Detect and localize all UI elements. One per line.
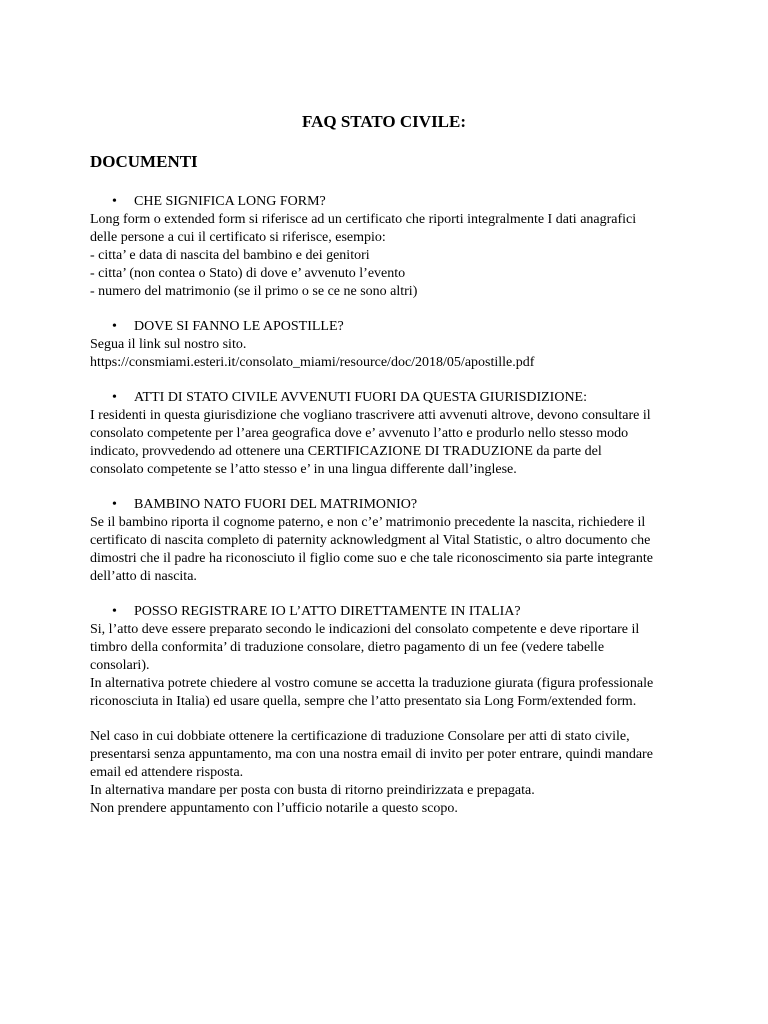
faq-answer-line: - numero del matrimonio (se il primo o se ce ne sono altri) (90, 284, 418, 299)
bullet-icon: • (112, 194, 117, 209)
faq-answer-line: delle persone a cui il certificato si riferisce, esempio: (90, 230, 386, 245)
faq-answer-line: consolato competente se l’atto stesso e’ in una lingua differente dall’inglese. (90, 462, 517, 477)
bullet-icon: • (112, 319, 117, 334)
faq-question-text: DOVE SI FANNO LE APOSTILLE? (134, 319, 344, 334)
faq-answer-line: riconosciuta in Italia) ed usare quella, sempre che l’atto presentato sia Long Form/extended form. (90, 694, 637, 709)
faq-question (90, 193, 680, 211)
faq-answer-line: - citta’ (non contea o Stato) di dove e’ avvenuto l’evento (90, 266, 406, 281)
faq-question (90, 389, 680, 407)
faq-item-apostille (90, 318, 680, 372)
section-heading: DOCUMENTI (90, 152, 198, 171)
faq-answer-line: Si, l’atto deve essere preparato secondo le indicazioni del consolato competente e deve riportare il (90, 622, 640, 637)
faq-answer-line: Se il bambino riporta il cognome paterno, e non c’e’ matrimonio precedente la nascita, richiedere il (90, 515, 646, 530)
closing-line: Nel caso in cui dobbiate ottenere la certificazione di traduzione Consolare per atti di stato civile, (90, 729, 630, 744)
closing-notes (90, 728, 680, 818)
faq-item-atti-fuori (90, 389, 680, 479)
faq-answer-line: certificato di nascita completo di paternity acknowledgment al Vital Statistic, o altro documento che (90, 533, 651, 548)
faq-question-text: POSSO REGISTRARE IO L’ATTO DIRETTAMENTE IN ITALIA? (134, 604, 521, 619)
apostille-link[interactable]: https://consmiami.esteri.it/consolato_miami/resource/doc/2018/05/apostille.pdf (90, 355, 535, 370)
faq-item-registrare (90, 603, 680, 711)
faq-answer-line: consolari). (90, 658, 150, 673)
faq-question (90, 603, 680, 621)
faq-answer-line: dimostri che il padre ha riconosciuto il figlio come suo e che tale riconoscimento sia parte integrante (90, 551, 653, 566)
faq-answer-line: timbro della conformita’ di traduzione consolare, dietro pagamento di un fee (vedere tabelle (90, 640, 605, 655)
faq-question (90, 496, 680, 514)
closing-line: presentarsi senza appuntamento, ma con una nostra email di invito per poter entrare, quindi mandare (90, 747, 653, 762)
faq-question-text: CHE SIGNIFICA LONG FORM? (134, 194, 326, 209)
faq-answer-line: indicato, provvedendo ad ottenere una CERTIFICAZIONE DI TRADUZIONE da parte del (90, 444, 602, 459)
bullet-icon: • (112, 390, 117, 405)
closing-line: In alternativa mandare per posta con busta di ritorno preindirizzata e prepagata. (90, 783, 535, 798)
faq-answer-line: - citta’ e data di nascita del bambino e dei genitori (90, 248, 370, 263)
closing-line: email ed attendere risposta. (90, 765, 244, 780)
bullet-icon: • (112, 497, 117, 512)
faq-question-text: BAMBINO NATO FUORI DEL MATRIMONIO? (134, 497, 418, 512)
closing-line: Non prendere appuntamento con l’ufficio notarile a questo scopo. (90, 801, 458, 816)
document-body (90, 193, 680, 835)
faq-answer-line: I residenti in questa giurisdizione che vogliano trascrivere atti avvenuti altrove, devono consultare il (90, 408, 651, 423)
faq-answer-line: Segua il link sul nostro sito. (90, 337, 247, 352)
faq-answer-line: Long form o extended form si riferisce ad un certificato che riporti integralmente I dati anagrafici (90, 212, 637, 227)
faq-answer-line: consolato competente per l’area geografica dove e’ avvenuto l’atto e produrlo nello stesso modo (90, 426, 629, 441)
faq-item-bambino (90, 496, 680, 586)
faq-question (90, 318, 680, 336)
document-title: FAQ STATO CIVILE: (301, 112, 467, 131)
faq-answer-line: dell’atto di nascita. (90, 569, 197, 584)
faq-question-text: ATTI DI STATO CIVILE AVVENUTI FUORI DA QUESTA GIURISDIZIONE: (134, 390, 587, 405)
faq-item-long-form (90, 193, 680, 301)
bullet-icon: • (112, 604, 117, 619)
faq-answer-line: In alternativa potrete chiedere al vostro comune se accetta la traduzione giurata (figura professionale (90, 676, 654, 691)
